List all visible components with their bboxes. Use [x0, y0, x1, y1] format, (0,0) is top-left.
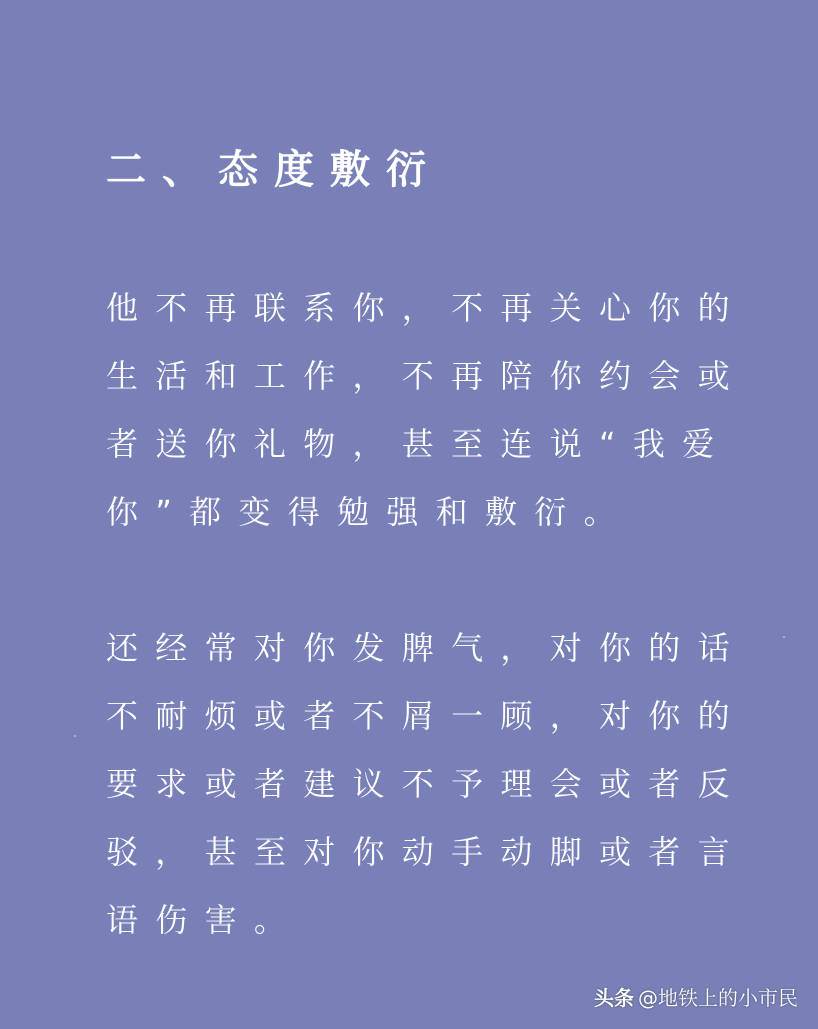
paragraph-line: 驳，甚至对你动手动脚或者言 — [106, 833, 747, 871]
paragraph-line: 语伤害。 — [106, 901, 304, 939]
paragraph-line: 生活和工作，不再陪你约会或 — [106, 357, 747, 395]
watermark-brand: 头条 — [594, 986, 634, 1010]
paragraph-line: 还经常对你发脾气，对你的话 — [106, 629, 747, 667]
paragraph-line: 不耐烦或者不屑一顾，对你的 — [106, 697, 747, 735]
source-watermark[interactable] — [594, 985, 798, 1011]
paragraph-1 — [106, 274, 747, 546]
section-heading: 二、态度敷衍 — [106, 147, 442, 193]
paragraph-line: 者送你礼物，甚至连说“我爱 — [106, 425, 732, 463]
paragraph-line: 你”都变得勉强和敷衍。 — [106, 493, 633, 531]
paragraph-2 — [106, 614, 747, 954]
watermark-handle: @地铁上的小市民 — [638, 986, 798, 1010]
paragraph-line: 他不再联系你，不再关心你的 — [106, 289, 747, 327]
paragraph-line: 要求或者建议不予理会或者反 — [106, 765, 747, 803]
speck-decoration — [74, 735, 76, 737]
speck-decoration — [783, 636, 785, 638]
